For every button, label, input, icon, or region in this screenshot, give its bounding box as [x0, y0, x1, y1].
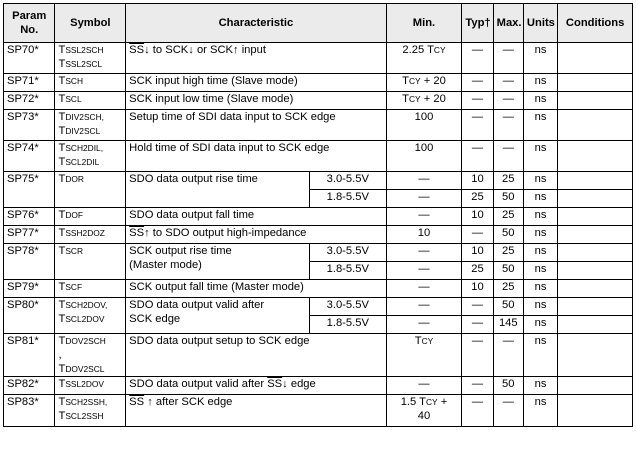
table-row: [4, 43, 633, 74]
symbol-cell: TSCR: [55, 244, 126, 280]
voltage-range-cell: 1.8-5.5V: [309, 190, 386, 208]
characteristic-cell: SCK input high time (Slave mode): [126, 74, 386, 92]
max-cell: —: [493, 141, 523, 172]
typ-cell: 25: [462, 262, 493, 280]
typ-cell: —: [462, 226, 493, 244]
max-cell: 25: [493, 280, 523, 298]
voltage-range-cell: 1.8-5.5V: [309, 262, 386, 280]
units-cell: ns: [523, 395, 557, 427]
param-cell: SP71*: [4, 74, 55, 92]
conditions-cell: [558, 190, 633, 208]
max-cell: 50: [493, 262, 523, 280]
typ-cell: —: [462, 141, 493, 172]
symbol-cell: TSCH2DOV, TSCL2DOV: [55, 298, 126, 334]
param-cell: SP72*: [4, 92, 55, 110]
conditions-cell: [558, 43, 633, 74]
conditions-cell: [558, 334, 633, 377]
table-row: [4, 280, 633, 298]
col-typ-header: Typ†: [462, 4, 493, 43]
col-units-header: Units: [523, 4, 557, 43]
conditions-cell: [558, 92, 633, 110]
conditions-cell: [558, 298, 633, 316]
units-cell: ns: [523, 298, 557, 316]
symbol-cell: TSCF: [55, 280, 126, 298]
param-cell: SP83*: [4, 395, 55, 427]
table-row: [4, 172, 633, 190]
typ-cell: —: [462, 43, 493, 74]
characteristic-cell: $\overline{SS}$ ↑ after SCK edge: [126, 395, 386, 427]
col-characteristic-header: Characteristic: [126, 4, 386, 43]
param-cell: SP74*: [4, 141, 55, 172]
conditions-cell: [558, 377, 633, 395]
max-cell: —: [493, 110, 523, 141]
param-cell: SP82*: [4, 377, 55, 395]
min-cell: 100: [386, 110, 462, 141]
param-cell: SP78*: [4, 244, 55, 280]
max-cell: 50: [493, 190, 523, 208]
param-cell: SP81*: [4, 334, 55, 377]
typ-cell: —: [462, 74, 493, 92]
typ-cell: 10: [462, 172, 493, 190]
voltage-range-cell: 1.8-5.5V: [309, 316, 386, 334]
param-cell: SP70*: [4, 43, 55, 74]
table-row: [4, 334, 633, 377]
param-cell: SP77*: [4, 226, 55, 244]
typ-cell: —: [462, 110, 493, 141]
conditions-cell: [558, 280, 633, 298]
min-cell: —: [386, 280, 462, 298]
table-row: [4, 377, 633, 395]
units-cell: ns: [523, 334, 557, 377]
symbol-cell: TSSL2DOV: [55, 377, 126, 395]
max-cell: —: [493, 395, 523, 427]
col-max-header: Max.: [493, 4, 523, 43]
units-cell: ns: [523, 316, 557, 334]
min-cell: TCY + 20: [386, 74, 462, 92]
max-cell: —: [493, 74, 523, 92]
col-symbol-header: Symbol: [55, 4, 126, 43]
max-cell: 50: [493, 377, 523, 395]
param-cell: SP80*: [4, 298, 55, 334]
table-row: [4, 92, 633, 110]
voltage-range-cell: 3.0-5.5V: [309, 244, 386, 262]
conditions-cell: [558, 110, 633, 141]
conditions-cell: [558, 141, 633, 172]
conditions-cell: [558, 74, 633, 92]
characteristic-cell: Hold time of SDI data input to SCK edge: [126, 141, 386, 172]
symbol-cell: TSCL: [55, 92, 126, 110]
voltage-range-cell: 3.0-5.5V: [309, 298, 386, 316]
typ-cell: —: [462, 316, 493, 334]
table-row: [4, 298, 633, 316]
min-cell: TCY: [386, 334, 462, 377]
min-cell: 2.25 TCY: [386, 43, 462, 74]
characteristic-cell: SCK output rise time (Master mode): [126, 244, 310, 280]
voltage-range-cell: 3.0-5.5V: [309, 172, 386, 190]
units-cell: ns: [523, 208, 557, 226]
typ-cell: 10: [462, 208, 493, 226]
param-cell: SP73*: [4, 110, 55, 141]
min-cell: —: [386, 262, 462, 280]
conditions-cell: [558, 316, 633, 334]
param-cell: SP75*: [4, 172, 55, 208]
symbol-cell: TSCH: [55, 74, 126, 92]
typ-cell: —: [462, 395, 493, 427]
units-cell: ns: [523, 262, 557, 280]
max-cell: —: [493, 92, 523, 110]
min-cell: —: [386, 377, 462, 395]
typ-cell: 25: [462, 190, 493, 208]
symbol-cell: TDIV2SCH, TDIV2SCL: [55, 110, 126, 141]
characteristic-cell: SDO data output rise time: [126, 172, 310, 208]
table-row: [4, 395, 633, 427]
max-cell: 25: [493, 208, 523, 226]
table-row: [4, 208, 633, 226]
spi-timing-table: [3, 3, 633, 427]
max-cell: 50: [493, 298, 523, 316]
symbol-cell: TDOR: [55, 172, 126, 208]
typ-cell: 10: [462, 280, 493, 298]
symbol-cell: TSCH2DIL, TSCL2DIL: [55, 141, 126, 172]
units-cell: ns: [523, 226, 557, 244]
conditions-cell: [558, 395, 633, 427]
typ-cell: —: [462, 377, 493, 395]
conditions-cell: [558, 244, 633, 262]
min-cell: —: [386, 244, 462, 262]
symbol-cell: TSCH2SSH, TSCL2SSH: [55, 395, 126, 427]
max-cell: 25: [493, 172, 523, 190]
col-conditions-header: Conditions: [558, 4, 633, 43]
max-cell: —: [493, 43, 523, 74]
table-row: [4, 244, 633, 262]
conditions-cell: [558, 262, 633, 280]
units-cell: ns: [523, 92, 557, 110]
characteristic-cell: SDO data output fall time: [126, 208, 386, 226]
typ-cell: —: [462, 92, 493, 110]
typ-cell: —: [462, 298, 493, 316]
table-row: [4, 110, 633, 141]
max-cell: 50: [493, 226, 523, 244]
units-cell: ns: [523, 43, 557, 74]
units-cell: ns: [523, 280, 557, 298]
units-cell: ns: [523, 244, 557, 262]
symbol-cell: TSSL2SCH TSSL2SCL: [55, 43, 126, 74]
col-min-header: Min.: [386, 4, 462, 43]
col-param-header: Param No.: [4, 4, 55, 43]
conditions-cell: [558, 226, 633, 244]
units-cell: ns: [523, 172, 557, 190]
characteristic-cell: SDO data output valid after $\overline{SS}↓$ edge: [126, 377, 386, 395]
min-cell: —: [386, 208, 462, 226]
param-cell: SP76*: [4, 208, 55, 226]
units-cell: ns: [523, 190, 557, 208]
characteristic-cell: Setup time of SDI data input to SCK edge: [126, 110, 386, 141]
units-cell: ns: [523, 141, 557, 172]
header-row: [4, 4, 633, 43]
typ-cell: 10: [462, 244, 493, 262]
table-row: [4, 226, 633, 244]
table-row: [4, 74, 633, 92]
param-cell: SP79*: [4, 280, 55, 298]
min-cell: 1.5 TCY + 40: [386, 395, 462, 427]
min-cell: 100: [386, 141, 462, 172]
characteristic-cell: SDO data output valid after SCK edge: [126, 298, 310, 334]
min-cell: —: [386, 298, 462, 316]
conditions-cell: [558, 208, 633, 226]
characteristic-cell: SCK output fall time (Master mode): [126, 280, 386, 298]
table-row: [4, 141, 633, 172]
characteristic-cell: $\overline{SS}↑$ to SDO output high-impedance: [126, 226, 386, 244]
symbol-cell: TSSH2DOZ: [55, 226, 126, 244]
min-cell: 10: [386, 226, 462, 244]
max-cell: —: [493, 334, 523, 377]
min-cell: —: [386, 316, 462, 334]
conditions-cell: [558, 172, 633, 190]
max-cell: 145: [493, 316, 523, 334]
min-cell: TCY + 20: [386, 92, 462, 110]
symbol-cell: TDOF: [55, 208, 126, 226]
min-cell: —: [386, 190, 462, 208]
units-cell: ns: [523, 377, 557, 395]
typ-cell: —: [462, 334, 493, 377]
characteristic-cell: SCK input low time (Slave mode): [126, 92, 386, 110]
min-cell: —: [386, 172, 462, 190]
characteristic-cell: SDO data output setup to SCK edge: [126, 334, 386, 377]
characteristic-cell: $\overline{SS}↓$ to SCK↓ or SCK↑ input: [126, 43, 386, 74]
symbol-cell: TDOV2SCH , TDOV2SCL: [55, 334, 126, 377]
units-cell: ns: [523, 74, 557, 92]
max-cell: 25: [493, 244, 523, 262]
units-cell: ns: [523, 110, 557, 141]
